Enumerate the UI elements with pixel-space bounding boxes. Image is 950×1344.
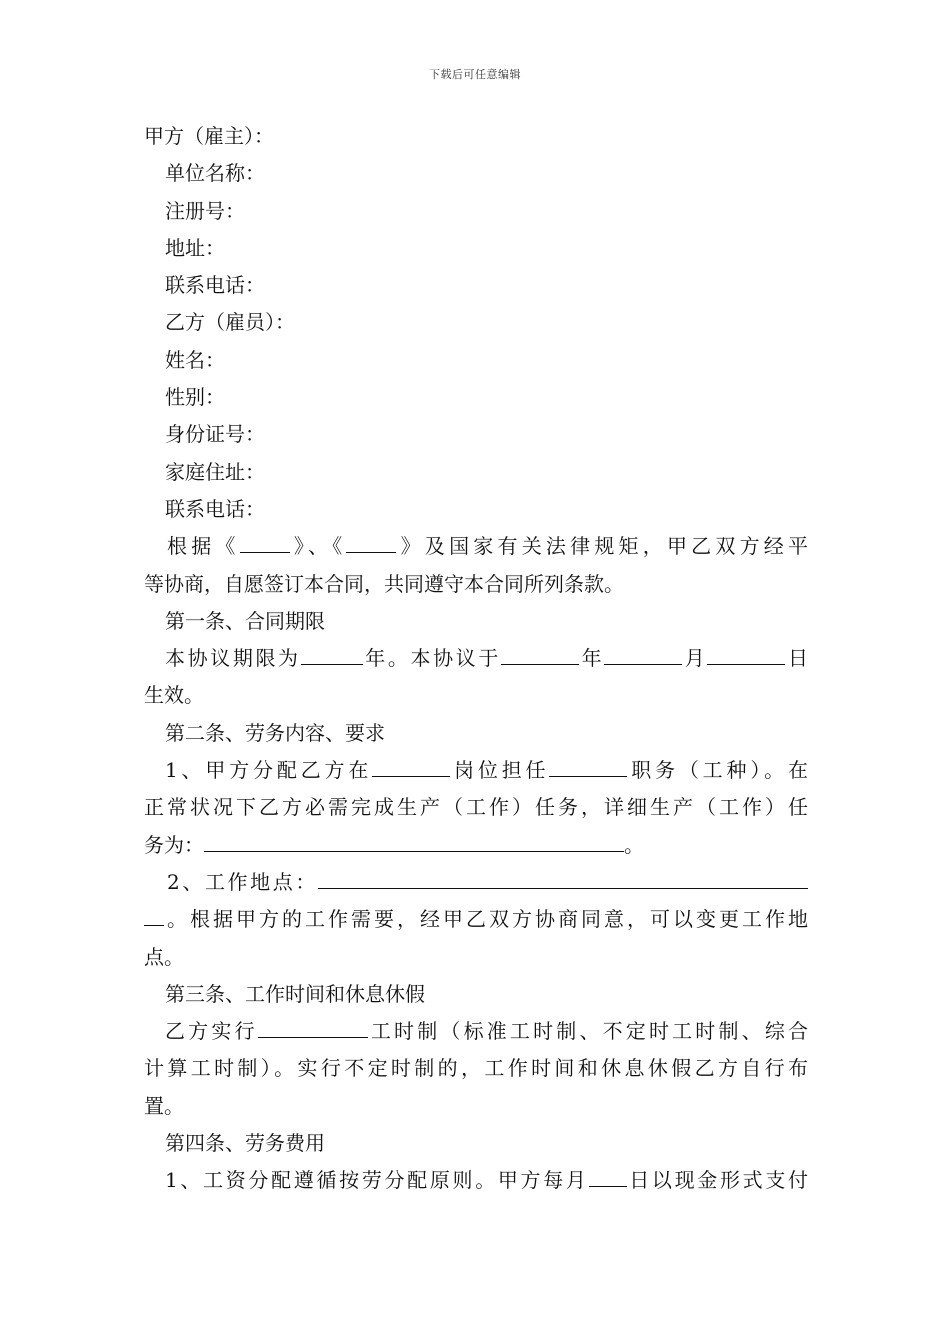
article-2-item-2-line-3: 点。 xyxy=(144,944,184,969)
article-3-text-b: 工时制（标准工时制、不定时工时制、综合 xyxy=(367,1019,809,1044)
article-3-title: 第三条、工作时间和休息休假 xyxy=(165,981,425,1006)
header-note: 下载后可任意编辑 xyxy=(429,68,521,81)
party-a-company: 单位名称： xyxy=(165,161,265,186)
post-blank[interactable] xyxy=(372,756,450,777)
article-2-text-a: 1、甲方分配乙方在 xyxy=(165,758,373,783)
task-blank[interactable] xyxy=(204,831,624,852)
article-3-line-3: 置。 xyxy=(144,1093,184,1118)
article-2-task-end: 。 xyxy=(624,832,644,857)
preamble-line-1 xyxy=(144,528,808,565)
party-b-name: 姓名： xyxy=(165,347,225,372)
article-1-text-d: 月 xyxy=(682,646,708,671)
article-2-item-2-text: 。根据甲方的工作需要，经甲乙双方协商同意，可以变更工作地 xyxy=(164,907,808,932)
article-2-task-label: 务为： xyxy=(144,832,204,857)
party-b-id-no: 身份证号： xyxy=(165,422,265,447)
article-1-line-1 xyxy=(144,640,808,677)
start-day-blank[interactable] xyxy=(707,644,785,665)
preamble-text-2: 》、《 xyxy=(289,534,347,559)
article-3-text-a: 乙方实行 xyxy=(165,1019,258,1044)
article-1-text-e: 日 xyxy=(785,646,809,671)
pay-day-blank[interactable] xyxy=(589,1166,627,1187)
article-2-location-label: 2、工作地点： xyxy=(167,869,318,894)
term-years-blank[interactable] xyxy=(301,644,363,665)
article-2-text-c: 职务（工种）。在 xyxy=(627,758,809,783)
article-4-title: 第四条、劳务费用 xyxy=(165,1131,325,1156)
article-2-item-1-line-3 xyxy=(144,827,808,864)
preamble-text-1: 根据《 xyxy=(167,534,240,559)
article-2-text-b: 岗位担任 xyxy=(450,758,550,783)
article-2-item-2-line-2 xyxy=(144,901,808,938)
location-blank-continued[interactable] xyxy=(144,905,164,926)
article-1-title: 第一条、合同期限 xyxy=(165,608,325,633)
party-b-gender: 性别： xyxy=(165,385,225,410)
article-1-text-c: 年 xyxy=(578,646,605,671)
party-b-home: 家庭住址： xyxy=(165,459,265,484)
article-2-item-1-line-1 xyxy=(144,752,808,789)
article-1-text-b: 年。本协议于 xyxy=(362,646,501,671)
article-2-title: 第二条、劳务内容、要求 xyxy=(165,720,385,745)
preamble-text-3: 》及国家有关法律规矩，甲乙双方经平 xyxy=(396,534,809,559)
party-b-title: 乙方（雇员）： xyxy=(165,310,295,335)
article-1-line-2: 生效。 xyxy=(144,683,204,708)
party-a-address: 地址： xyxy=(165,235,225,260)
article-3-line-1 xyxy=(144,1013,808,1050)
party-a-reg-no: 注册号： xyxy=(165,198,245,223)
article-2-item-1-line-2: 正常状况下乙方必需完成生产（工作）任务，详细生产（工作）任 xyxy=(144,795,808,820)
preamble-line-2: 等协商，自愿签订本合同，共同遵守本合同所列条款。 xyxy=(144,571,624,596)
party-a-phone: 联系电话： xyxy=(165,273,265,298)
article-1-text-a: 本协议期限为 xyxy=(165,646,301,671)
location-blank[interactable] xyxy=(318,868,808,889)
party-b-phone: 联系电话： xyxy=(165,496,265,521)
article-2-item-2-line-1 xyxy=(144,864,808,901)
start-year-blank[interactable] xyxy=(501,644,579,665)
law-name-blank-1[interactable] xyxy=(240,532,290,553)
law-name-blank-2[interactable] xyxy=(346,532,396,553)
work-hour-system-blank[interactable] xyxy=(258,1017,368,1038)
duty-blank[interactable] xyxy=(549,756,627,777)
article-4-text-b: 日以现金形式支付 xyxy=(626,1168,808,1193)
party-a-title: 甲方（雇主）： xyxy=(144,124,274,148)
article-4-text-a: 1、工资分配遵循按劳分配原则。甲方每月 xyxy=(165,1168,589,1193)
start-month-blank[interactable] xyxy=(604,644,682,665)
article-4-item-1-line-1 xyxy=(144,1162,808,1199)
contract-body xyxy=(144,118,808,1200)
article-3-line-2: 计算工时制）。实行不定时制的，工作时间和休息休假乙方自行布 xyxy=(144,1056,808,1081)
